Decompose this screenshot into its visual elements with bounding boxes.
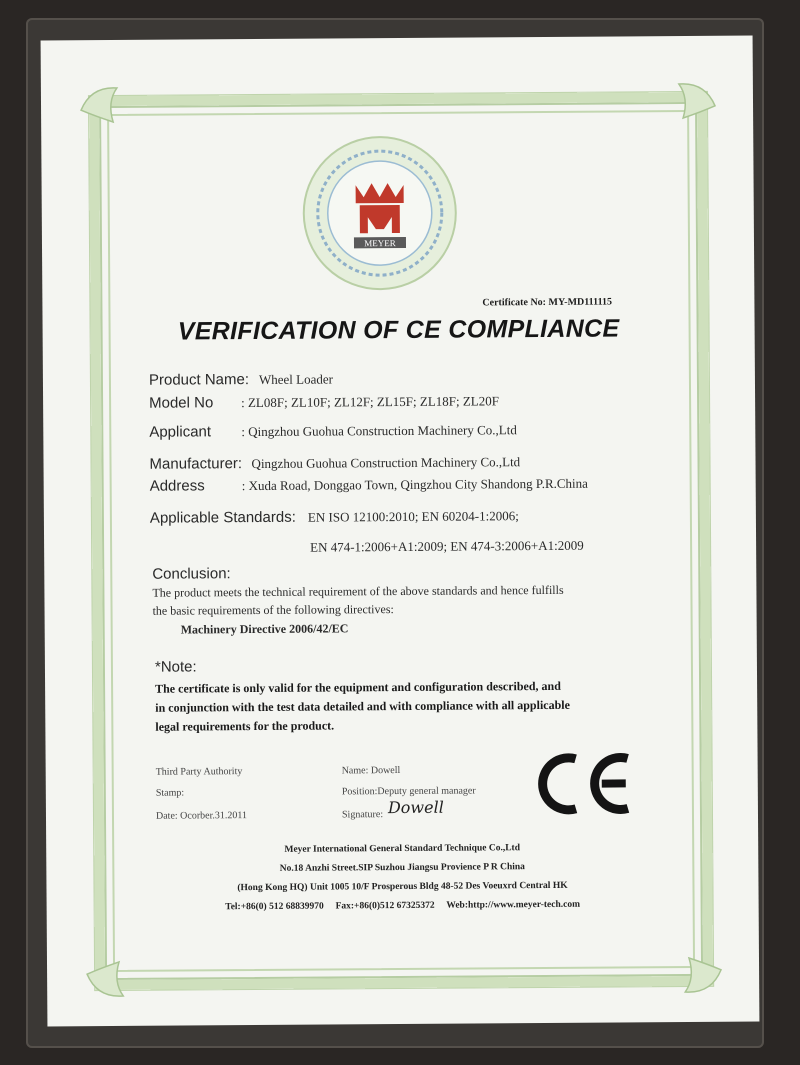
note-heading: *Note: — [154, 658, 197, 676]
stamp-label: Stamp: — [155, 787, 185, 799]
corner-ornament-icon — [669, 942, 725, 998]
certificate-number: Certificate No: MY-MD111115 — [482, 296, 613, 309]
signature-label: Signature: — [341, 809, 384, 821]
address-label: Address — [149, 477, 205, 495]
corner-ornament-icon — [77, 82, 133, 138]
model-no-label: Model No — [149, 394, 214, 412]
signer-name: Name: Dowell — [341, 765, 401, 777]
standards-line-1: EN ISO 12100:2010; EN 60204-1:2006; — [307, 508, 519, 525]
product-name-label: Product Name: — [148, 371, 250, 389]
directive: Machinery Directive 2006/42/EC — [180, 621, 349, 637]
manufacturer-label: Manufacturer: — [149, 455, 243, 473]
note-line-1: The certificate is only valid for the equipment and configuration described, and — [155, 678, 561, 696]
model-no-value: : ZL08F; ZL10F; ZL12F; ZL15F; ZL18F; ZL20F — [241, 393, 499, 411]
page-title: VERIFICATION OF CE COMPLIANCE — [177, 314, 620, 346]
note-line-2: in conjunction with the test data detailed and with compliance with all applicable — [155, 697, 570, 715]
conclusion-line-1: The product meets the technical requirement of the above standards and hence fulfills — [152, 582, 564, 600]
applicant-label: Applicant — [149, 423, 212, 441]
signer-position: Position:Deputy general manager — [341, 785, 476, 798]
standards-line-2: EN 474-1:2006+A1:2009; EN 474-3:2006+A1:2009 — [310, 537, 584, 555]
manufacturer-value: Qingzhou Guohua Construction Machinery Co.,Ltd — [251, 454, 521, 472]
product-name-value: Wheel Loader — [258, 371, 333, 387]
footer-address: No.18 Anzhi Street.SIP Suzhou Jiangsu Provience P R China — [279, 862, 525, 874]
footer-hq: (Hong Kong HQ) Unit 1005 10/F Prosperous Bldg 48-52 Des Voeuxrd Central HK — [237, 880, 568, 894]
footer-contact: Tel:+86(0) 512 68839970 Fax:+86(0)512 67325372 Web:http://www.meyer-tech.com — [225, 899, 581, 913]
logo-text: MEYER — [364, 238, 396, 249]
conclusion-line-2: the basic requirements of the following directives: — [152, 602, 394, 618]
ce-mark-icon — [530, 748, 640, 819]
meyer-logo — [299, 133, 460, 294]
certificate-paper — [41, 36, 760, 1027]
standards-label: Applicable Standards: — [149, 508, 296, 527]
corner-ornament-icon — [83, 946, 139, 1002]
conclusion-heading: Conclusion: — [152, 565, 231, 583]
note-line-3: legal requirements for the product. — [155, 718, 335, 734]
applicant-value: : Qingzhou Guohua Construction Machinery Co.,Ltd — [241, 422, 517, 440]
third-party-authority: Third Party Authority — [155, 766, 243, 778]
footer-company: Meyer International General Standard Technique Co.,Ltd — [284, 843, 521, 855]
corner-ornament-icon — [663, 78, 719, 134]
issue-date: Date: Ocorber.31.2011 — [155, 810, 248, 822]
handwritten-signature: Dowell — [387, 797, 444, 818]
address-value: : Xuda Road, Donggao Town, Qingzhou City Shandong P.R.China — [241, 475, 588, 494]
